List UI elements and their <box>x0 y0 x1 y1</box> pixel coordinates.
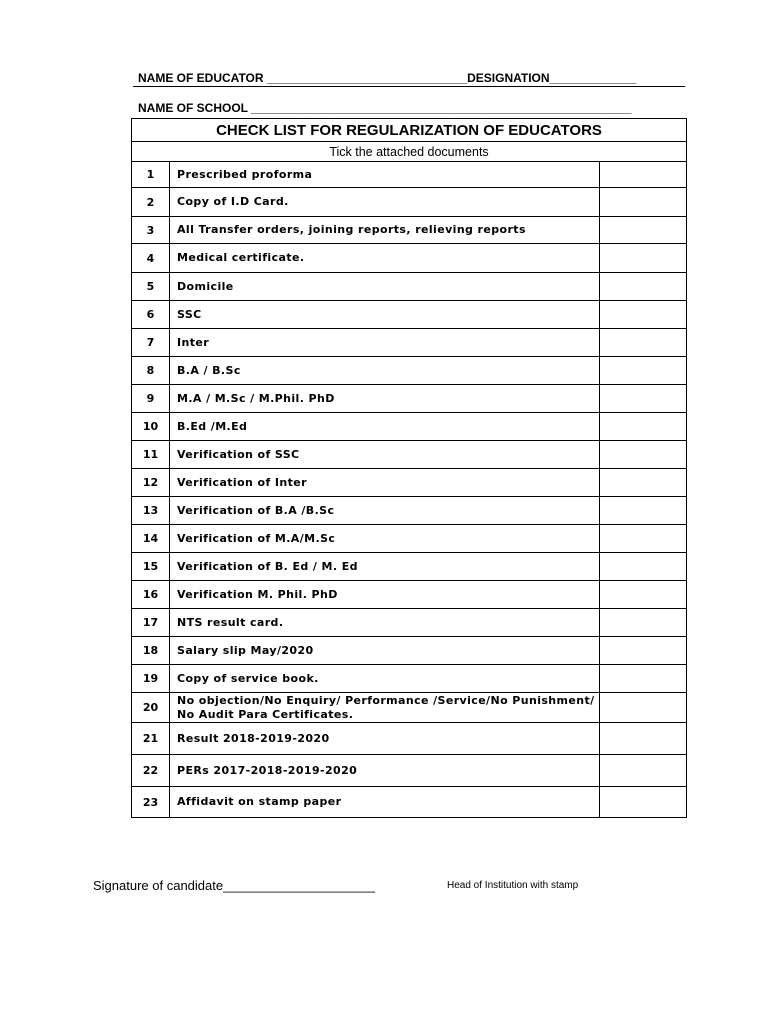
item-label: All Transfer orders, joining reports, relieving reports <box>170 217 600 244</box>
item-label: Inter <box>170 329 600 357</box>
item-number: 7 <box>132 329 170 357</box>
item-label: Verification of SSC <box>170 441 600 469</box>
checklist-row <box>132 525 687 553</box>
checklist-subtitle-row <box>132 142 687 162</box>
header-divider <box>133 86 685 87</box>
candidate-signature-line: Signature of candidate_____________________ <box>93 878 375 893</box>
item-label: M.A / M.Sc / M.Phil. PhD <box>170 385 600 413</box>
tick-box[interactable] <box>600 581 687 609</box>
tick-box[interactable] <box>600 497 687 525</box>
item-number: 22 <box>132 755 170 787</box>
tick-box[interactable] <box>600 273 687 301</box>
tick-box[interactable] <box>600 693 687 723</box>
tick-box[interactable] <box>600 755 687 787</box>
item-number: 21 <box>132 723 170 755</box>
checklist-row <box>132 188 687 217</box>
item-label: Prescribed proforma <box>170 162 600 188</box>
item-number: 10 <box>132 413 170 441</box>
checklist-row <box>132 609 687 637</box>
tick-box[interactable] <box>600 525 687 553</box>
item-label: Salary slip May/2020 <box>170 637 600 665</box>
tick-box[interactable] <box>600 217 687 244</box>
item-number: 20 <box>132 693 170 723</box>
head-of-institution-label: Head of Institution with stamp <box>447 880 579 891</box>
tick-box[interactable] <box>600 385 687 413</box>
checklist-row <box>132 244 687 273</box>
checklist-row <box>132 357 687 385</box>
checklist-table <box>131 118 687 818</box>
item-label: B.Ed /M.Ed <box>170 413 600 441</box>
checklist-row <box>132 581 687 609</box>
item-number: 18 <box>132 637 170 665</box>
checklist-title-row <box>132 119 687 142</box>
item-label: Verification of B. Ed / M. Ed <box>170 553 600 581</box>
item-number: 14 <box>132 525 170 553</box>
item-label: No objection/No Enquiry/ Performance /Service/No Punishment/ No Audit Para Certificates. <box>170 693 600 723</box>
item-number: 6 <box>132 301 170 329</box>
checklist-row <box>132 497 687 525</box>
item-label: Verification of M.A/M.Sc <box>170 525 600 553</box>
item-number: 13 <box>132 497 170 525</box>
checklist-row <box>132 665 687 693</box>
item-number: 8 <box>132 357 170 385</box>
tick-box[interactable] <box>600 665 687 693</box>
checklist-row <box>132 301 687 329</box>
item-label: Copy of service book. <box>170 665 600 693</box>
checklist-row <box>132 413 687 441</box>
checklist-row <box>132 441 687 469</box>
tick-box[interactable] <box>600 357 687 385</box>
tick-box[interactable] <box>600 244 687 273</box>
tick-box[interactable] <box>600 723 687 755</box>
item-label: Medical certificate. <box>170 244 600 273</box>
item-label: SSC <box>170 301 600 329</box>
school-name-line: NAME OF SCHOOL _________________________________________________________ <box>138 101 632 115</box>
item-label: B.A / B.Sc <box>170 357 600 385</box>
item-label: Verification of B.A /B.Sc <box>170 497 600 525</box>
item-label: Result 2018-2019-2020 <box>170 723 600 755</box>
checklist-subtitle: Tick the attached documents <box>132 142 687 162</box>
item-number: 1 <box>132 162 170 188</box>
item-label: Affidavit on stamp paper <box>170 787 600 818</box>
item-label: Verification M. Phil. PhD <box>170 581 600 609</box>
checklist-row <box>132 637 687 665</box>
educator-designation-line: NAME OF EDUCATOR ______________________________DESIGNATION_____________ <box>138 71 637 85</box>
item-label: PERs 2017-2018-2019-2020 <box>170 755 600 787</box>
checklist-row <box>132 385 687 413</box>
item-number: 9 <box>132 385 170 413</box>
checklist-row <box>132 553 687 581</box>
tick-box[interactable] <box>600 188 687 217</box>
checklist-row <box>132 469 687 497</box>
item-number: 11 <box>132 441 170 469</box>
checklist-row <box>132 787 687 818</box>
item-label: Verification of Inter <box>170 469 600 497</box>
item-number: 4 <box>132 244 170 273</box>
checklist-row <box>132 693 687 723</box>
item-number: 12 <box>132 469 170 497</box>
item-label: Domicile <box>170 273 600 301</box>
tick-box[interactable] <box>600 413 687 441</box>
checklist-row <box>132 273 687 301</box>
tick-box[interactable] <box>600 301 687 329</box>
item-number: 3 <box>132 217 170 244</box>
item-label: NTS result card. <box>170 609 600 637</box>
tick-box[interactable] <box>600 637 687 665</box>
tick-box[interactable] <box>600 441 687 469</box>
tick-box[interactable] <box>600 787 687 818</box>
item-label: Copy of I.D Card. <box>170 188 600 217</box>
checklist-row <box>132 329 687 357</box>
checklist-row <box>132 162 687 188</box>
tick-box[interactable] <box>600 609 687 637</box>
tick-box[interactable] <box>600 553 687 581</box>
tick-box[interactable] <box>600 162 687 188</box>
checklist-row <box>132 723 687 755</box>
item-number: 2 <box>132 188 170 217</box>
item-number: 15 <box>132 553 170 581</box>
tick-box[interactable] <box>600 469 687 497</box>
checklist-row <box>132 217 687 244</box>
item-number: 5 <box>132 273 170 301</box>
item-number: 16 <box>132 581 170 609</box>
item-number: 23 <box>132 787 170 818</box>
checklist-row <box>132 755 687 787</box>
item-number: 17 <box>132 609 170 637</box>
tick-box[interactable] <box>600 329 687 357</box>
item-number: 19 <box>132 665 170 693</box>
checklist-title: CHECK LIST FOR REGULARIZATION OF EDUCATORS <box>132 119 687 142</box>
